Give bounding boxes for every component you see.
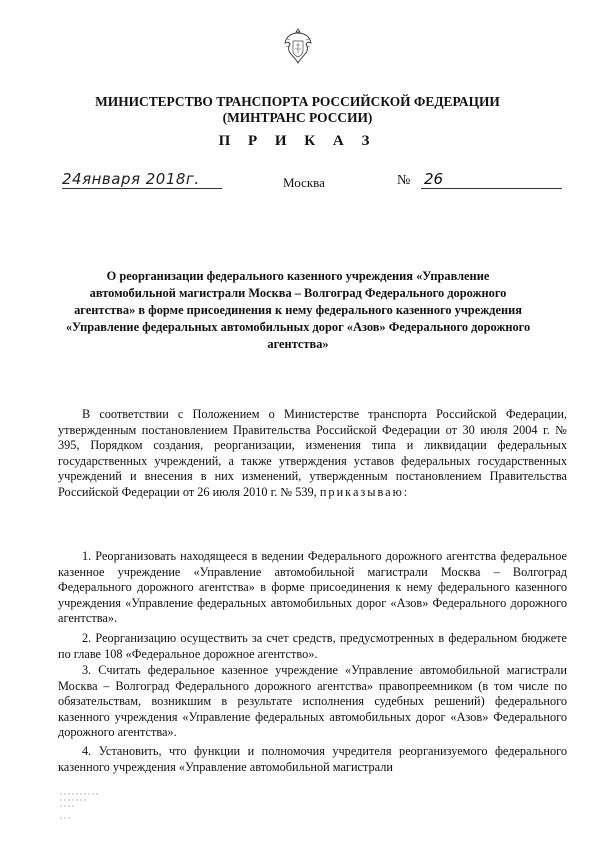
coat-of-arms-icon	[283, 27, 313, 65]
scan-stamp-mark	[58, 790, 118, 830]
ministry-name-line2: (МИНТРАНС РОССИИ)	[222, 110, 373, 125]
clause-3: 3. Считать федеральное казенное учреждение «Управление автомобильной магистрали Москва – Волгоград Федерального дорожного агентства» правопреемником (в том числе по обязательствам, возникшим в результате исполнения судебных решений) федерального казенного учреждения «Управление федеральных автомобильных дорог «Азов» Федерального дорожного агентства».	[58, 663, 567, 740]
clause-2: 2. Реорганизацию осуществить за счет средств, предусмотренных в федеральном бюджете по главе 108 «Федеральное дорожное агентство».	[58, 631, 567, 661]
order-subject: О реорганизации федерального казенного учреждения «Управление автомобильной магистрали Москва – Волгоград Федерального дорожного агентства» в форме присоединения к нему федерального казенного учреждения «Управление федеральных автомобильных дорог «Азов» Федерального дорожного агентства»	[65, 269, 531, 351]
order-city: Москва	[283, 175, 325, 190]
order-number-sign: №	[397, 173, 411, 188]
clause-4: 4. Установить, что функции и полномочия учредителя реорганизуемого федерального казенного учреждения «Управление автомобильной магистрали	[58, 744, 567, 774]
clause-1: 1. Реорганизовать находящееся в ведении Федерального дорожного агентства федеральное казенное учреждение «Управление автомобильной магистрали Москва – Волгоград Федерального дорожного агентства» в форме присоединения к нему федерального казенного учреждения «Управление федеральных автомобильных дорог «Азов» Федерального дорожного агентства».	[58, 549, 567, 626]
ministry-name	[40, 94, 555, 126]
preamble-text: В соответствии с Положением о Министерстве транспорта Российской Федерации, утвержденным постановлением Правительства Российской Федерации от 30 июля 2004 г. № 395, Порядком создания, реорганизации, изменения типа и ликвидации федеральных государственных учреждений, а также утверждения уставов федеральных государственных учреждений и внесения в них изменений, утвержденным постановлением Правительства Российской Федерации от 26 июля 2010 г. № 539,	[58, 407, 567, 499]
preamble-paragraph	[58, 407, 567, 501]
preamble-emphasis: приказываю:	[319, 484, 410, 499]
order-title: П Р И К А З	[218, 133, 377, 149]
order-number: 26	[421, 170, 562, 189]
order-date: 24января 2018г.	[62, 170, 222, 189]
ministry-name-line1: МИНИСТЕРСТВО ТРАНСПОРТА РОССИЙСКОЙ ФЕДЕРАЦИИ	[95, 94, 500, 109]
